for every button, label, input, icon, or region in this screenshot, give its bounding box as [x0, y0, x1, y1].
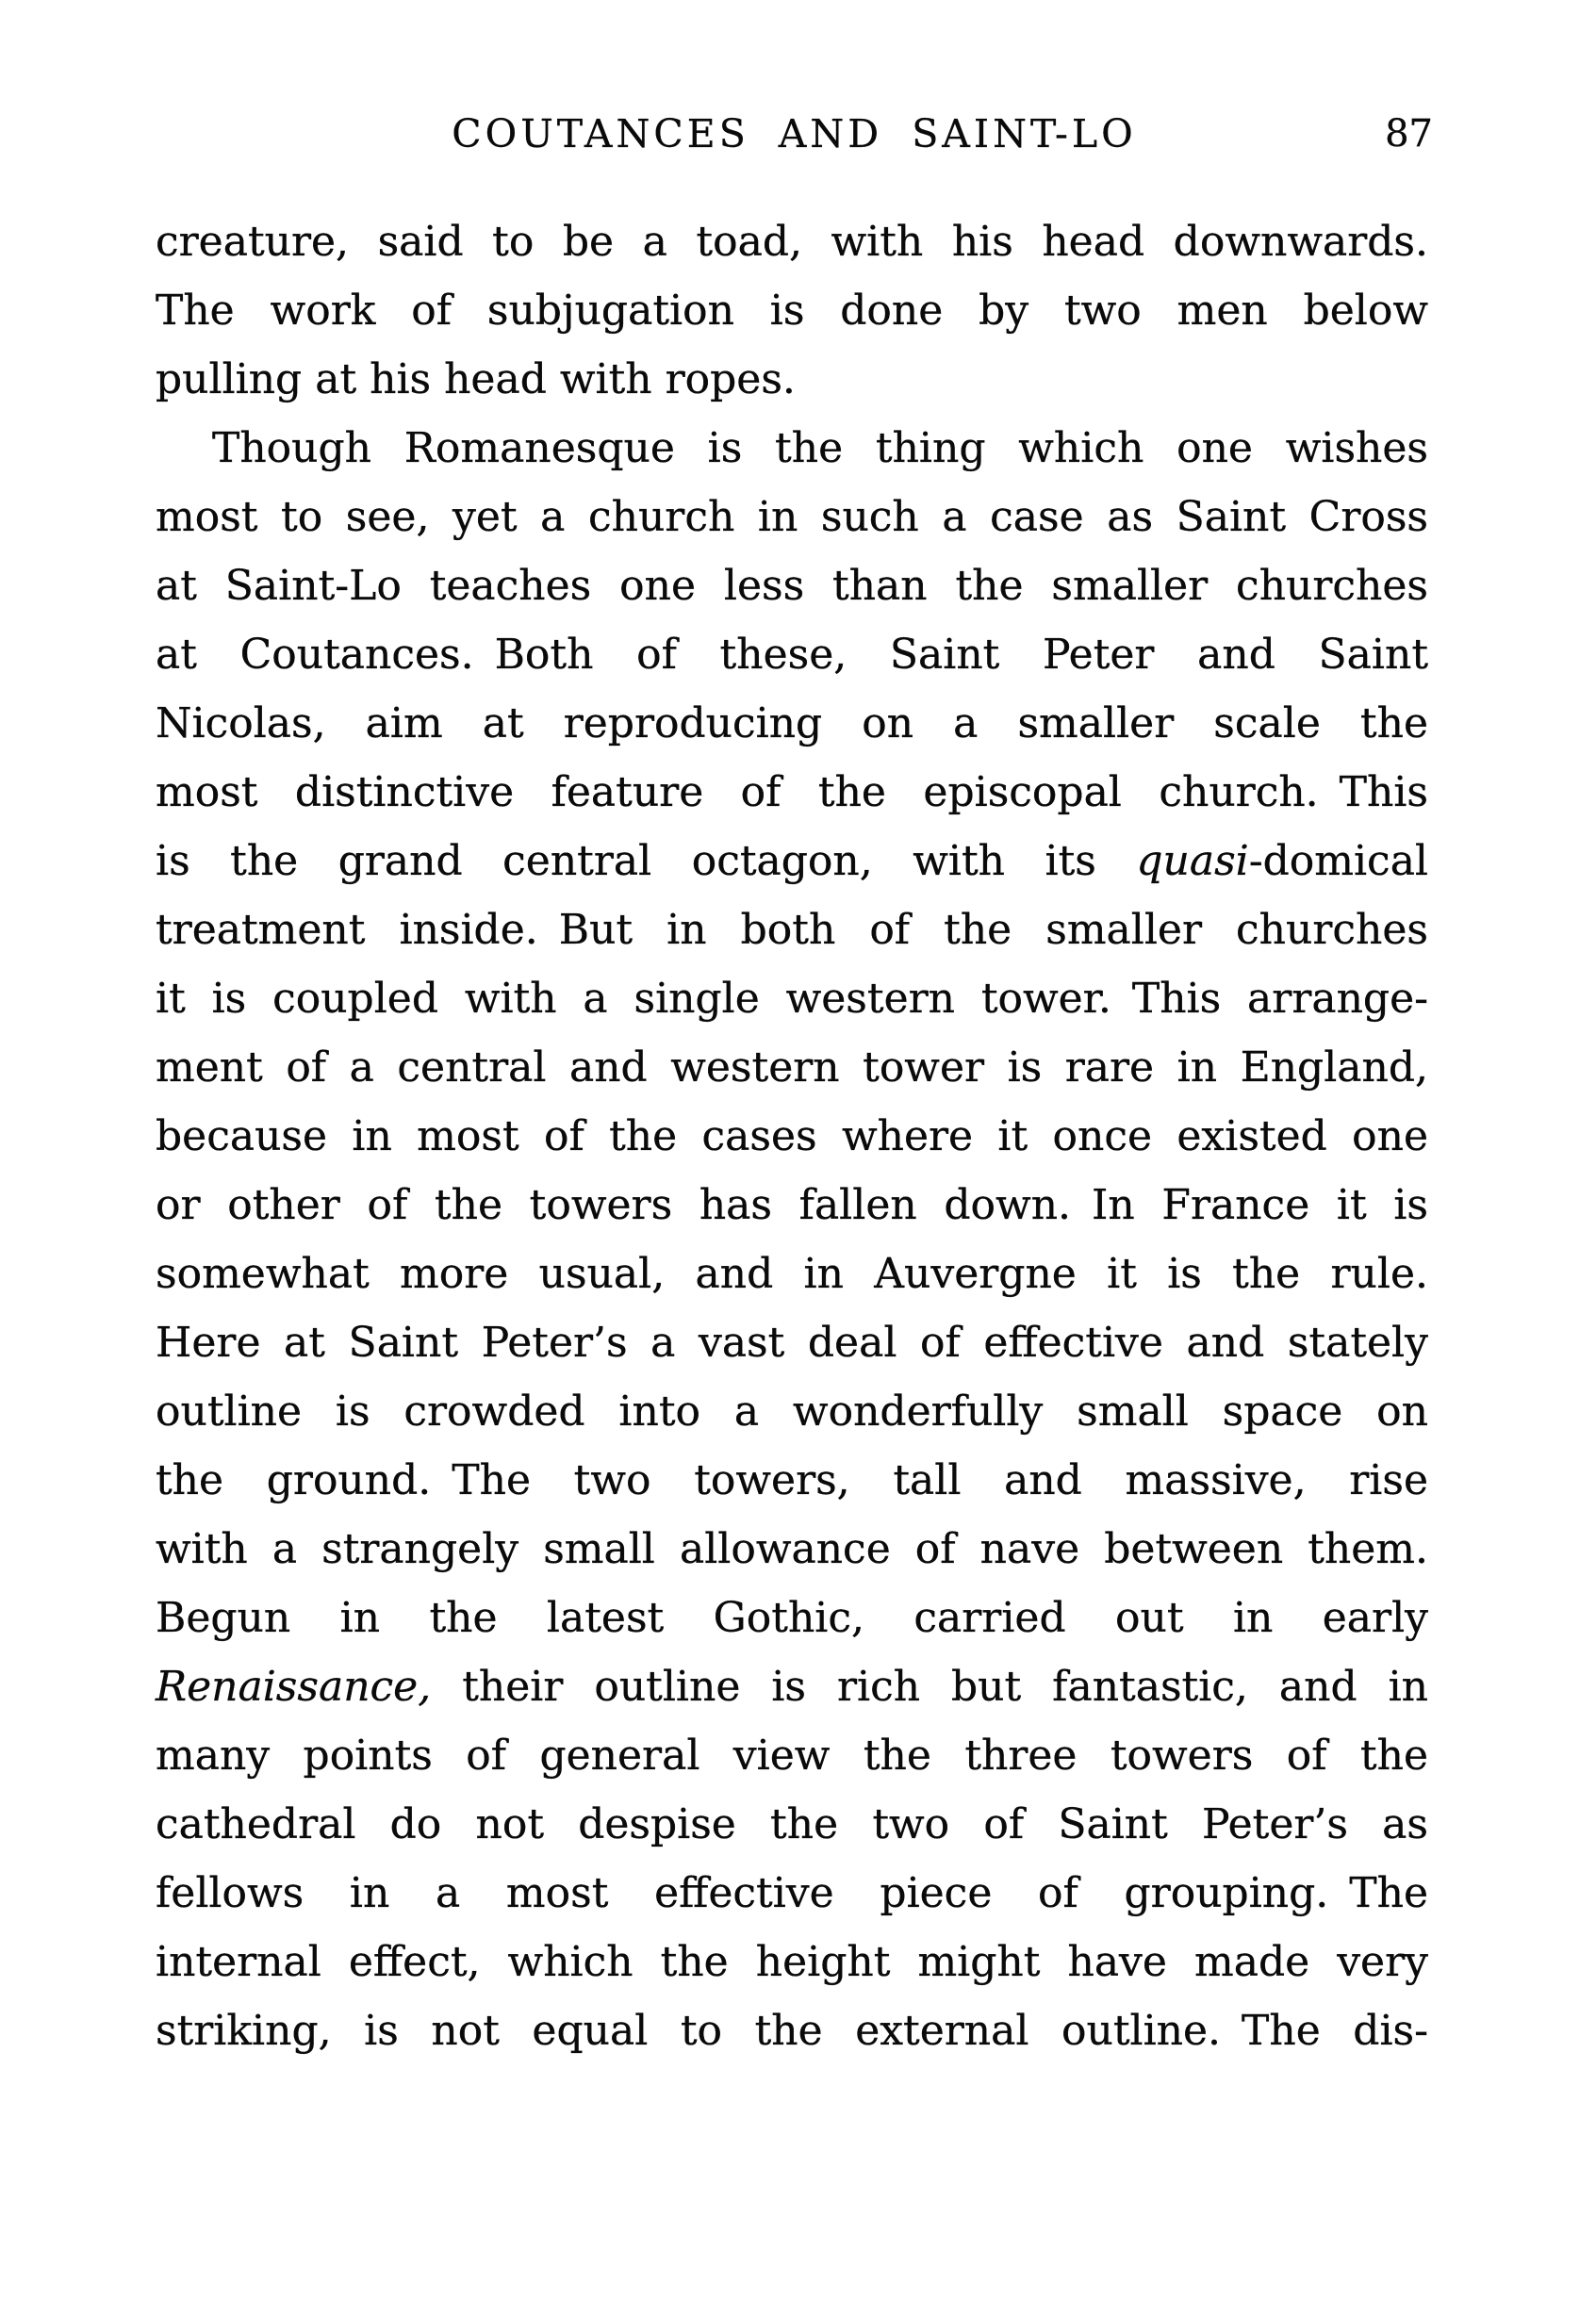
- text-line-16: [156, 1240, 1428, 1308]
- text-segment: Nicolas, aim at reproducing on a smaller scale the: [156, 699, 1428, 747]
- running-header: [156, 109, 1433, 158]
- text-segment: or other of the towers has fallen down. In France it is: [156, 1181, 1428, 1229]
- text-segment: The work of subjugation is done by two men below: [156, 287, 1428, 335]
- text-segment: creature, said to be a toad, with his head downwards.: [156, 218, 1428, 266]
- text-line-3: [156, 345, 1428, 414]
- text-segment: most to see, yet a church in such a case as Saint Cross: [156, 493, 1428, 541]
- text-segment: ment of a central and western tower is rare in England,: [156, 1043, 1428, 1092]
- text-segment: Here at Saint Peter’s a vast deal of effective and stately: [156, 1319, 1428, 1367]
- italic-text-segment: quasi: [1136, 837, 1249, 885]
- text-line-20: [156, 1515, 1428, 1584]
- text-line-27: [156, 1996, 1428, 2065]
- text-line-10: [156, 827, 1428, 895]
- page-number: 87: [1385, 112, 1433, 156]
- text-line-4: [156, 414, 1428, 483]
- running-header-title: COUTANCES AND SAINT-LO: [452, 111, 1137, 156]
- text-line-2: [156, 276, 1428, 345]
- text-segment: with a strangely small allowance of nave between them.: [156, 1525, 1428, 1573]
- text-segment: it is coupled with a single western tower. This arrange-: [156, 975, 1428, 1023]
- text-line-7: [156, 620, 1428, 689]
- page-body: [156, 207, 1428, 2065]
- text-line-5: [156, 483, 1428, 551]
- text-line-12: [156, 964, 1428, 1033]
- text-segment: cathedral do not despise the two of Saint Peter’s as: [156, 1800, 1428, 1848]
- text-segment: is the grand central octagon, with its: [156, 837, 1137, 885]
- text-segment: fellows in a most effective piece of grouping. The: [156, 1869, 1428, 1917]
- text-segment: at Saint-Lo teaches one less than the smaller churches: [156, 562, 1428, 610]
- text-segment: Though Romanesque is the thing which one wishes: [212, 424, 1428, 472]
- text-line-19: [156, 1446, 1428, 1515]
- text-line-11: [156, 895, 1428, 964]
- text-line-25: [156, 1859, 1428, 1928]
- text-line-21: [156, 1584, 1428, 1652]
- text-segment: their outline is rich but fantastic, and in: [431, 1663, 1428, 1711]
- text-line-26: [156, 1928, 1428, 1996]
- text-segment: pulling at his head with ropes.: [156, 355, 796, 403]
- text-segment: internal effect, which the height might have made very: [156, 1938, 1428, 1986]
- text-segment: the ground. The two towers, tall and massive, rise: [156, 1456, 1428, 1504]
- text-line-6: [156, 551, 1428, 620]
- text-line-13: [156, 1033, 1428, 1102]
- text-segment: most distinctive feature of the episcopal church. This: [156, 768, 1428, 816]
- text-line-18: [156, 1377, 1428, 1446]
- text-segment: Begun in the latest Gothic, carried out in early: [156, 1594, 1428, 1642]
- text-line-17: [156, 1308, 1428, 1377]
- text-segment: striking, is not equal to the external outline. The dis-: [156, 2007, 1428, 2055]
- text-line-24: [156, 1790, 1428, 1859]
- text-line-9: [156, 758, 1428, 827]
- text-line-23: [156, 1721, 1428, 1790]
- text-segment: at Coutances. Both of these, Saint Peter and Saint: [156, 631, 1428, 679]
- text-segment: -domical: [1248, 837, 1428, 885]
- text-line-15: [156, 1171, 1428, 1240]
- text-segment: because in most of the cases where it once existed one: [156, 1112, 1428, 1160]
- text-line-8: [156, 689, 1428, 758]
- italic-text-segment: Renaissance,: [156, 1663, 432, 1711]
- text-segment: many points of general view the three towers of the: [156, 1732, 1428, 1780]
- text-segment: treatment inside. But in both of the smaller churches: [156, 906, 1428, 954]
- text-line-14: [156, 1102, 1428, 1171]
- text-line-1: [156, 207, 1428, 276]
- text-segment: outline is crowded into a wonderfully small space on: [156, 1388, 1428, 1436]
- text-line-22: [156, 1652, 1428, 1721]
- text-segment: somewhat more usual, and in Auvergne it is the rule.: [156, 1250, 1428, 1298]
